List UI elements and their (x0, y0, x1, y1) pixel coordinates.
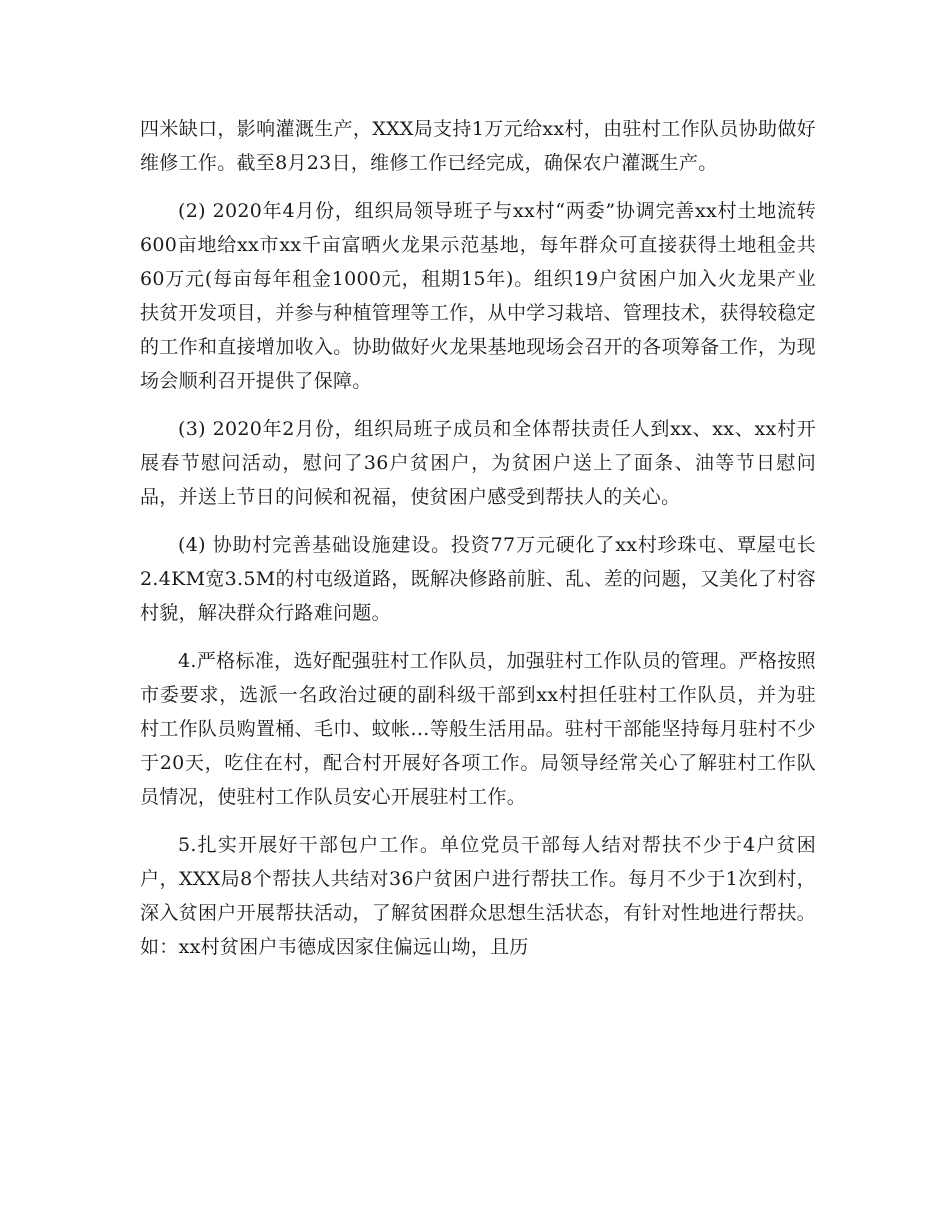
paragraph-3: (3) 2020年2月份，组织局班子成员和全体帮扶责任人到xx、xx、xx村开展春节慰问活动，慰问了36户贫困户，为贫困户送上了面条、油等节日慰问品，并送上节日的问候和祝福，使贫困户感受到帮扶人的关心。 (140, 418, 816, 508)
document-body (140, 112, 816, 978)
paragraph-5: 4.严格标准，选好配强驻村工作队员，加强驻村工作队员的管理。严格按照市委要求，选派一名政治过硬的副科级干部到xx村担任驻村工作队员，并为驻村工作队员购置桶、毛巾、蚊帐…等般生活用品。驻村干部能坚持每月驻村不少于20天，吃住在村，配合村开展好各项工作。局领导经常关心了解驻村工作队员情况，使驻村工作队员安心开展驻村工作。 (140, 650, 816, 808)
paragraph-6: 5.扎实开展好干部包户工作。单位党员干部每人结对帮扶不少于4户贫困户，XXX局8个帮扶人共结对36户贫困户进行帮扶工作。每月不少于1次到村，深入贫困户开展帮扶活动，了解贫困群众思想生活状态，有针对性地进行帮扶。如：xx村贫困户韦德成因家住偏远山坳，且历 (140, 834, 816, 958)
paragraph-1: 四米缺口，影响灌溉生产，XXX局支持1万元给xx村，由驻村工作队员协助做好维修工作。截至8月23日，维修工作已经完成，确保农户灌溉生产。 (140, 118, 816, 174)
paragraph-2: (2) 2020年4月份，组织局领导班子与xx村“两委”协调完善xx村土地流转600亩地给xx市xx千亩富晒火龙果示范基地，每年群众可直接获得土地租金共60万元(每亩每年租金1000元，租期15年)。组织19户贫困户加入火龙果产业扶贫开发项目，并参与种植管理等工作，从中学习栽培、管理技术，获得较稳定的工作和直接增加收入。协助做好火龙果基地现场会召开的各项筹备工作，为现场会顺利召开提供了保障。 (140, 200, 816, 392)
paragraph-4: (4) 协助村完善基础设施建设。投资77万元硬化了xx村珍珠屯、覃屋屯长2.4KM宽3.5M的村屯级道路，既解决修路前脏、乱、差的问题，又美化了村容村貌，解决群众行路难问题。 (140, 534, 816, 624)
